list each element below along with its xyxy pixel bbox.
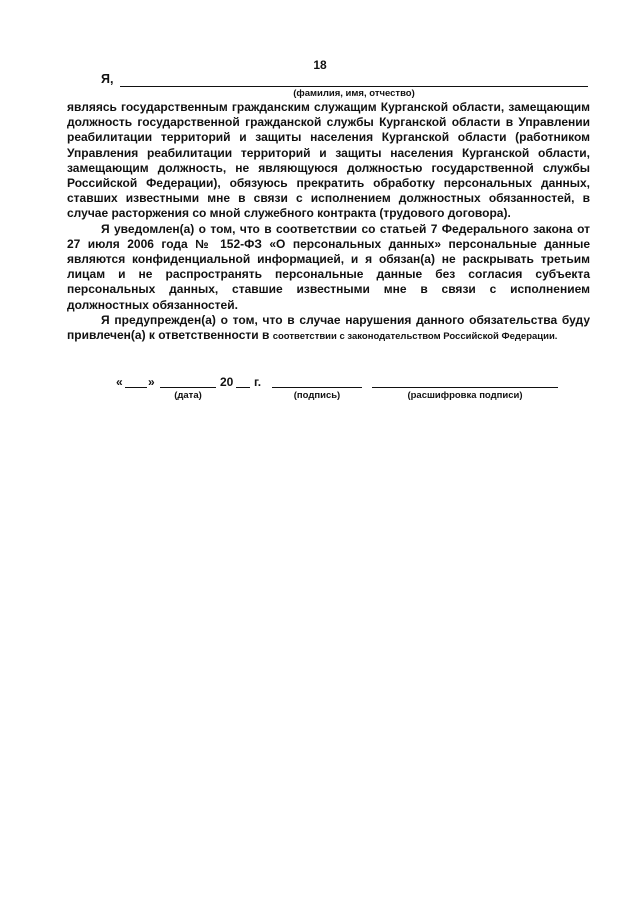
day-blank: [125, 387, 147, 388]
paragraph-warning: [67, 313, 590, 344]
page-number: 18: [313, 58, 327, 72]
date-caption: (дата): [174, 390, 202, 401]
obligation-text: [67, 100, 590, 344]
fio-blank-line: [120, 86, 588, 87]
warning-small-text: соответствии с законодательством Российской Федерации.: [272, 331, 558, 343]
warning-main-text: Я предупрежден(а) о том, что в случае нарушения данного обязательства буду привлечен(а) к ответственности в: [67, 312, 590, 343]
paragraph-notification: Я уведомлен(а) о том, что в соответствии со статьей 7 Федерального закона от 27 июля 2006 года № 152-ФЗ «О персональных данных» персональные данные являются конфиденциальной информацией, и я обязан(а) не раскрывать третьим лицам и не распространять персональные данные без согласия субъекта персональных данных, ставшие известными мне в связи с исполнением должностных обязанностей.: [67, 221, 590, 312]
signature-row: [0, 375, 640, 405]
date-quote-open: «: [116, 375, 123, 389]
ya-label: Я,: [101, 72, 114, 86]
decoding-caption: (расшифровка подписи): [407, 390, 523, 401]
fio-caption: (фамилия, имя, отчество): [293, 88, 415, 99]
decoding-blank: [372, 387, 558, 388]
year-blank: [236, 387, 250, 388]
month-blank: [160, 387, 216, 388]
signature-caption: (подпись): [293, 390, 341, 401]
date-quote-close: »: [148, 375, 155, 389]
year-suffix: г.: [254, 375, 262, 389]
signature-blank: [272, 387, 362, 388]
paragraph-obligation: являясь государственным гражданским служащим Курганской области, замещающим должность государственной гражданской службы Курганской области в Управлении реабилитации территорий и защиты населения Курганской области (работником Управления реабилитации территорий и защиты населения Курганской области, замещающим должность, не являющуюся должностью государственной службы Российской Федерации), обязуюсь прекратить обработку персональных данных, ставших известными мне в связи с исполнением должностных обязанностей, в случае расторжения со мной служебного контракта (трудового договора).: [67, 100, 590, 221]
year-prefix: 20: [220, 375, 234, 389]
